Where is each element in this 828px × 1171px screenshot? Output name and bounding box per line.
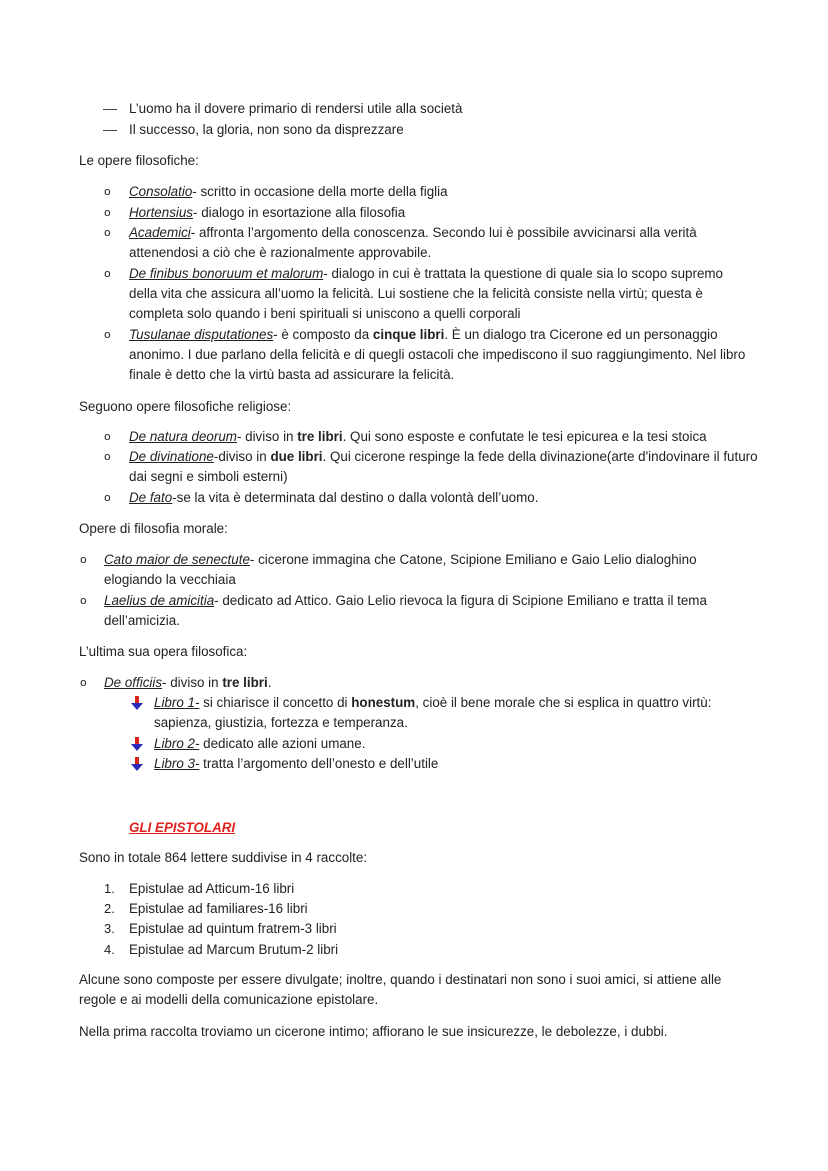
book-title: Libro 1- [154, 695, 200, 710]
work-title: De fato [129, 490, 173, 505]
down-arrow-icon [129, 756, 145, 772]
work-title: De officiis [104, 675, 163, 690]
work-title: De divinatione [129, 449, 214, 464]
work-title: De finibus bonoruum et malorum [129, 266, 324, 281]
work-title: Academici [129, 225, 191, 240]
epistolari-intro: Sono in totale 864 lettere suddivise in 4 raccolte: [79, 850, 368, 865]
paragraph: Alcune sono composte per essere divulgate; inoltre, quando i destinatari non sono i suoi amici, si attiene alle regole e ai modelli della comunicazione epistolare. [79, 972, 722, 1007]
book-title: Libro 3- [154, 756, 200, 771]
down-arrow-icon [129, 736, 145, 752]
work-title: Cato maior de senectute [104, 552, 250, 567]
section-heading-last: L’ultima sua opera filosofica: [79, 644, 248, 659]
section-heading-moral: Opere di filosofia morale: [79, 521, 228, 536]
down-arrow-icon [129, 695, 145, 711]
paragraph: Nella prima raccolta troviamo un cicerone intimo; affiorano le sue insicurezze, le debolezze, i dubbi. [79, 1024, 668, 1039]
work-title: Tusulanae disputationes [129, 327, 274, 342]
document-page: L’uomo ha il dovere primario di rendersi utile alla società Il successo, la gloria, non sono da disprezzare Le opere filosofiche: o Consolatio- scritto in occasione della morte della figlia o Hortensius- dialogo in esortazione alla filosofia o Academici- affronta l’argomento della conoscenza. Secondo lui è possibile avvicinarsi alla verità attenendosi a ciò che è razionalmente approvabile. o De finibus bonoruum et malorum- dialogo in cui è trattata la questione di quale sia lo scopo supremo della vita che assicura all’uomo la felicità. Lui sostiene che la felicità consiste nella virtù; questa è completa solo quando i beni spirituali si uniscono a quelli corporali o Tusulanae disputationes- è composto da cinque libri. È un dialogo tra Cicerone ed un personaggio anonimo. I due parlano della felicità e di quegli ostacoli che impediscono il suo raggiungimento. Nel libro finale è detto che la virtù basta ad assicurare la felicità. Seguono opere filosofiche religiose: o De natura deorum- diviso in tre libri. Qui sono esposte e confutate le tesi epicurea e la tesi stoica o De divinatione-diviso in due libri. Qui cicerone respinge la fede della divinazione(arte d'indovinare il futuro dai segni e simboli esterni) o De fato-se la vita è determinata dal destino o dalla volontà dell’uomo. Opere di filosofia morale: o Cato maior de senectute- cicerone immagina che Catone, Scipione Emiliano e Gaio Lelio dialoghino elogiando la vecchiaia o Laelius de amicitia- dedicato ad Attico. Gaio Lelio rievoca la figura di Scipione Emiliano e tratta il tema dell’amicizia. L’ultima sua opera filosofica: o De officiis- diviso in tre libri. Libro 1- si chiarisce il concetto di honestum, cioè il bene morale che si esplica in quattro virtù: sapienza, giustizia, fortezza e temperanza. Libro 2- dedicato alle azioni umane. Libro 3- tratta l’argomento dell’onesto e dell’utile GLI EPISTOLARI Sono in totale 864 lettere suddivise in 4 raccolte: 1. Epistulae ad Atticum-16 libri 2. Epistulae ad familiares-16 libri 3. Epistulae ad quintum fratrem-3 libri 4. Epistulae ad Marcum Brutum-2 libri Alcune sono composte per essere divulgate; inoltre, quando i destinatari non sono i suoi amici, si attiene alle regole e ai modelli della comunicazione epistolare. Nella prima raccolta troviamo un cicerone intimo; affiorano le sue insicurezze, le debolezze, i dubbi. [0, 0, 828, 1171]
work-title: Hortensius [129, 205, 194, 220]
dash-marker [103, 109, 117, 110]
work-title: Consolatio [129, 184, 193, 199]
dash-marker [103, 130, 117, 131]
work-title: De natura deorum [129, 429, 237, 444]
section-heading-philosophical: Le opere filosofiche: [79, 153, 199, 168]
section-heading-epistolari: GLI EPISTOLARI [129, 820, 236, 835]
work-title: Laelius de amicitia [104, 593, 215, 608]
section-heading-religious: Seguono opere filosofiche religiose: [79, 399, 292, 414]
book-title: Libro 2- [154, 736, 200, 751]
